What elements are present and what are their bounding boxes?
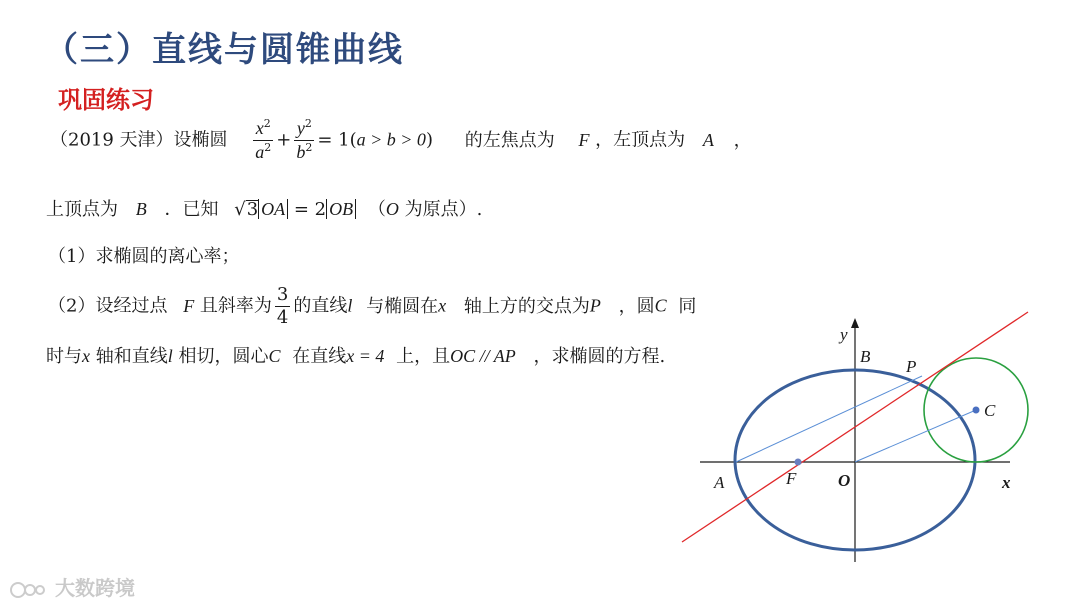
- line-x-eq-4: x = 4: [346, 346, 385, 366]
- a-var: a: [255, 141, 265, 162]
- fraction-y2-b2: [294, 118, 314, 163]
- comma: ，: [733, 129, 752, 151]
- slope-denominator: 4: [276, 306, 289, 328]
- segment-OC: [855, 410, 976, 462]
- q3-text-e: 上，且: [396, 346, 451, 367]
- label-O: O: [838, 471, 851, 490]
- left-focus-text: 的左焦点为: [464, 129, 555, 151]
- q2-text-e: 轴上方的交点为: [463, 295, 590, 317]
- question-1: （1）求椭圆的离心率；: [48, 246, 240, 267]
- label-C: C: [984, 401, 996, 420]
- label-P: P: [906, 357, 917, 376]
- point-P: P: [589, 295, 601, 316]
- b-var: b: [296, 141, 306, 162]
- label-F: F: [786, 469, 797, 488]
- q3-text-c: 相切，圆心: [178, 346, 269, 367]
- point-F: F: [578, 129, 590, 150]
- problem-line-2: [46, 200, 482, 219]
- label-A: A: [714, 473, 725, 492]
- slope-numerator: 3: [276, 284, 289, 305]
- q2-text-g: 同: [678, 295, 697, 317]
- plus-sign: +: [276, 129, 292, 151]
- q2-text-b: 且斜率为: [199, 295, 272, 317]
- x-axis-name: x: [82, 346, 90, 366]
- circle-center-C: C: [268, 346, 281, 366]
- abs-OB: OB: [326, 199, 356, 219]
- q3-text-f: ，求椭圆的方程.: [533, 346, 666, 367]
- equation-rhs: = 1(: [317, 129, 357, 151]
- point-F: F: [183, 295, 195, 316]
- equation-condition: a > b > 0: [356, 129, 426, 150]
- circle-C: C: [654, 295, 667, 316]
- q3-text-b: 轴和直线: [95, 346, 168, 367]
- problem-line-1: [50, 118, 752, 163]
- square-exp: 2: [264, 140, 272, 154]
- parallel-condition: OC // AP: [450, 346, 516, 366]
- y-var: y: [296, 118, 305, 138]
- q2-text-c: 的直线: [293, 295, 348, 317]
- point-C-dot: [973, 407, 980, 414]
- point-A: A: [702, 129, 714, 150]
- equation-close: ): [425, 129, 433, 151]
- problem-source: （2019 天津）设椭圆: [50, 129, 228, 151]
- sqrt-3: 3: [246, 199, 259, 220]
- watermark: [8, 572, 135, 602]
- question-2-line-2: [46, 347, 665, 366]
- question-2-line-1: [48, 285, 696, 328]
- square-exp: 2: [263, 117, 271, 130]
- watermark-text: 大数跨境: [54, 576, 135, 600]
- section-label: 巩固练习: [58, 86, 154, 114]
- label-x: x: [1002, 473, 1011, 492]
- origin-open: （: [367, 199, 386, 220]
- x-axis-name: x: [438, 295, 447, 316]
- q2-text-d: 与椭圆在: [366, 295, 439, 317]
- top-vertex-text: 上顶点为: [46, 199, 118, 220]
- y-axis-arrow: [851, 318, 859, 328]
- slope-fraction: [275, 285, 290, 328]
- ellipse-circle-figure: [670, 300, 1030, 570]
- point-F-dot: [795, 459, 802, 466]
- watermark-logo-icon: [8, 578, 48, 602]
- left-vertex-text: ，左顶点为: [595, 129, 686, 151]
- line-l: l: [347, 295, 353, 316]
- q2-text-a: （2）设经过点: [48, 295, 168, 317]
- origin-note: 为原点）.: [404, 199, 483, 220]
- q3-text-a: 时与: [46, 346, 82, 367]
- q2-text-f: ，圆: [618, 295, 655, 317]
- square-exp: 2: [304, 117, 312, 130]
- segment-AP: [736, 376, 922, 462]
- label-B: B: [860, 347, 871, 366]
- x-var: x: [255, 118, 264, 138]
- known-text: ．已知: [164, 199, 219, 220]
- abs-OA: OA: [258, 199, 288, 219]
- label-y: y: [840, 325, 848, 344]
- sqrt-symbol: √: [234, 199, 246, 220]
- equals-2: = 2: [293, 199, 327, 220]
- fraction-x2-a2: [253, 118, 273, 163]
- slide-title: （三）直线与圆锥曲线: [44, 30, 404, 70]
- line-l: l: [167, 346, 173, 366]
- q3-text-d: 在直线: [292, 346, 347, 367]
- square-exp: 2: [305, 140, 313, 154]
- point-O: O: [385, 199, 399, 219]
- point-B: B: [135, 199, 147, 219]
